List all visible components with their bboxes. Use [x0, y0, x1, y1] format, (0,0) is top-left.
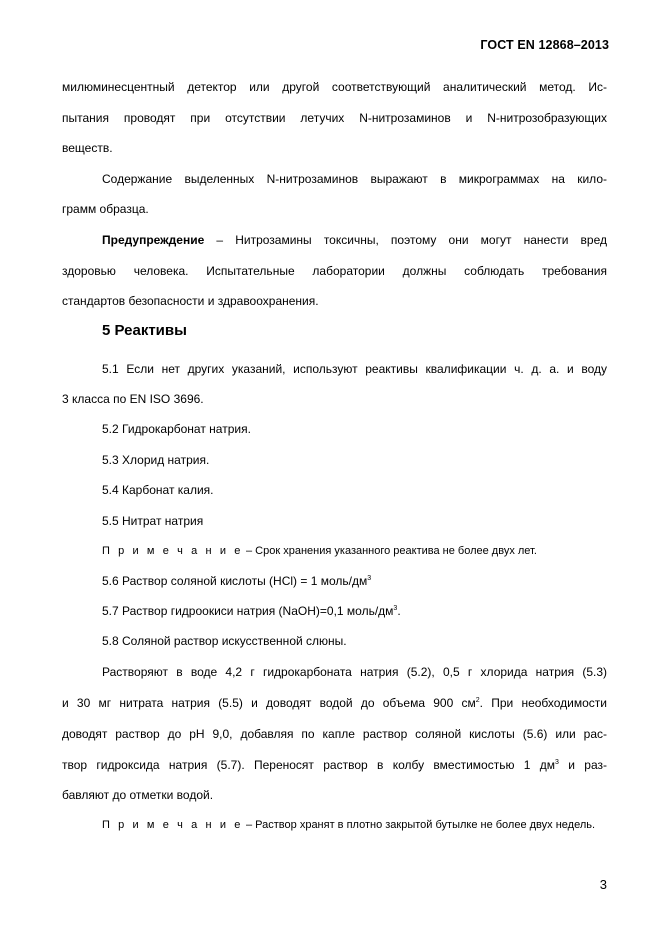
item-5-5: 5.5 Нитрат натрия: [102, 514, 204, 528]
text-line: доводят раствор до pH 9,0, добавляя по капле раствор соляной кислоты (5.6) или рас-: [62, 727, 607, 741]
text-line: Растворяют в воде 4,2 г гидрокарбоната натрия (5.2), 0,5 г хлорида натрия (5.3): [102, 665, 607, 679]
superscript: 3: [367, 575, 372, 582]
item-5-3: 5.3 Хлорид натрия.: [102, 453, 210, 467]
item-5-2: 5.2 Гидрокарбонат натрия.: [102, 422, 251, 436]
note-label: П р и м е ч а н и е: [102, 545, 243, 557]
text-segment: и раз-: [558, 758, 607, 772]
item-5-1-line: 5.1 Если нет других указаний, используют реактивы квалификации ч. д. а. и воду: [102, 362, 607, 376]
item-5-8: 5.8 Соляной раствор искусственной слюны.: [102, 634, 347, 648]
text-line: [62, 757, 607, 773]
superscript: 2: [475, 697, 480, 704]
note-2: [102, 817, 607, 833]
text-line: грамм образца.: [62, 202, 149, 216]
standard-code-header: ГОСТ EN 12868–2013: [480, 38, 609, 52]
text-line: [62, 695, 607, 711]
text-line: стандартов безопасности и здравоохранения.: [62, 294, 319, 308]
item-5-1-line: 3 класса по EN ISO 3696.: [62, 392, 204, 406]
text-segment: твор гидроксида натрия (5.7). Переносят раствор в колбу вместимостью 1 дм: [62, 758, 556, 772]
text-line: Содержание выделенных N-нитрозаминов выражают в микрограммах на кило-: [102, 172, 607, 186]
page-number: 3: [599, 877, 607, 892]
warning-line: [102, 232, 607, 248]
item-5-6-text: 5.6 Раствор соляной кислоты (HCl) = 1 моль/дм: [102, 574, 368, 588]
item-5-7-end: .: [397, 604, 401, 618]
text-line: бавляют до отметки водой.: [62, 788, 214, 802]
text-line: пытания проводят при отсутствии летучих N-нитрозаминов и N-нитрозобразующих: [62, 111, 607, 125]
warning-label: Предупреждение: [102, 233, 205, 247]
text-line: веществ.: [62, 141, 113, 155]
text-line: милюминесцентный детектор или другой соответствующий аналитический метод. Ис-: [62, 80, 607, 94]
item-5-4: 5.4 Карбонат калия.: [102, 483, 214, 497]
superscript: 3: [555, 759, 559, 766]
section-heading: 5 Реактивы: [102, 322, 187, 339]
note-label: П р и м е ч а н и е: [102, 819, 243, 831]
superscript: 3: [393, 605, 398, 612]
note-text: – Раствор хранят в плотно закрытой бутылке не более двух недель.: [242, 819, 596, 831]
warning-text: – Нитрозамины токсичны, поэтому они могут нанести вред: [204, 233, 607, 247]
note-text: – Срок хранения указанного реактива не более двух лет.: [242, 545, 537, 557]
text-segment: и 30 мг нитрата натрия (5.5) и доводят водой до объема 900 см: [62, 696, 476, 710]
text-segment: . При необходимости: [479, 696, 607, 710]
note-1: [102, 543, 607, 559]
item-5-7: [102, 603, 607, 619]
item-5-7-text: 5.7 Раствор гидроокиси натрия (NaOH)=0,1 моль/дм: [102, 604, 394, 618]
text-line: здоровью человека. Испытательные лаборатории должны соблюдать требования: [62, 264, 607, 278]
item-5-6: [102, 573, 607, 589]
